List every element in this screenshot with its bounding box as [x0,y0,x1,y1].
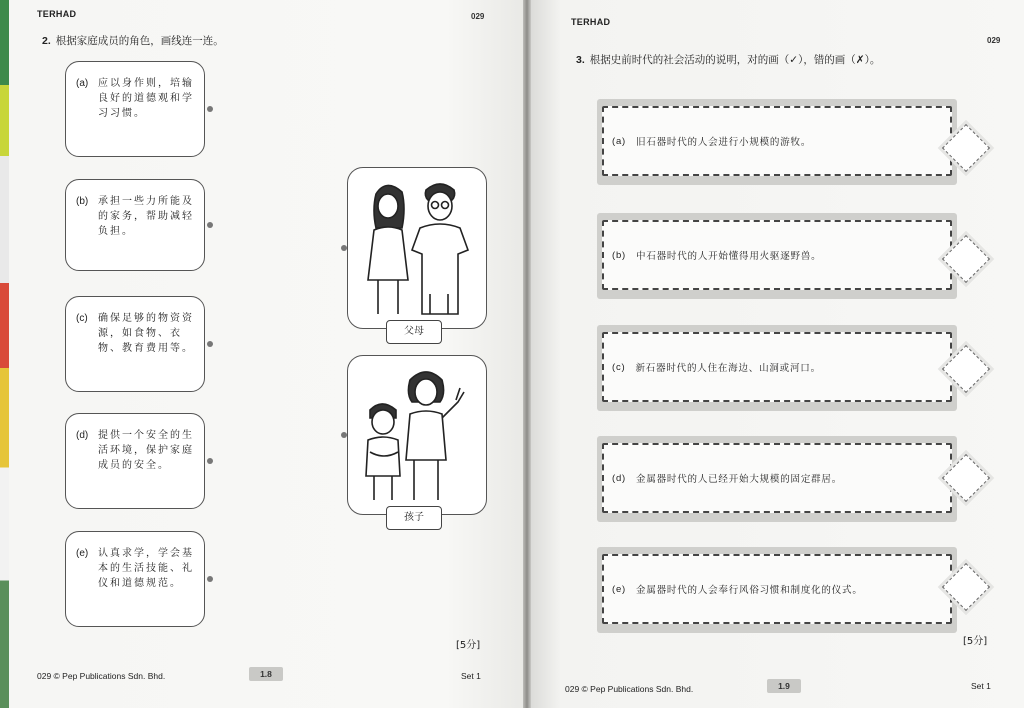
card-text: 认真求学，学会基本的生活技能、礼仪和道德规范。 [98,548,194,589]
set-label: Set 1 [461,671,481,681]
card-text: 应以身作则，培输良好的道德观和学习习惯。 [98,78,194,119]
statement-text: 金属器时代的人会奉行风俗习惯和制度化的仪式。 [636,585,863,596]
children-picture [347,355,487,523]
statement-text: 中石器时代的人开始懂得用火驱逐野兽。 [636,251,822,262]
picture-label: 孩子 [386,506,442,530]
left-page [9,0,523,708]
role-card-e [65,531,205,627]
role-card-a [65,61,205,157]
marks-total: [5分] [963,636,988,647]
statement-e [597,547,957,633]
statement-frame [602,220,952,290]
footer-publisher: 029 © Pep Publications Sdn. Bhd. [37,671,166,681]
statement-frame [602,332,952,402]
statement-text: 金属器时代的人已经开始大规模的固定群居。 [636,474,843,485]
statement-a [597,99,957,185]
connector-dot[interactable] [341,245,347,251]
statement-c [597,325,957,411]
question-number: 3. [576,54,585,66]
role-card-d [65,413,205,509]
statement-label: (d) [612,472,627,484]
parents-illustration [348,168,484,318]
book-gutter [523,0,531,708]
right-page [531,0,1024,708]
page-number: 1.8 [249,667,283,681]
role-card-c [65,296,205,392]
question-title [42,33,224,48]
connector-dot[interactable] [207,458,213,464]
statement-d [597,436,957,522]
marks-total: [5分] [456,640,481,651]
statement-label: (a) [612,135,627,147]
statement-frame [602,106,952,176]
connector-dot[interactable] [207,576,213,582]
card-label: (d) [76,430,89,441]
page-number: 1.9 [767,679,801,693]
card-label: (c) [76,313,88,324]
set-label: Set 1 [971,681,991,691]
statement-text: 旧石器时代的人会进行小规模的游牧。 [636,137,812,148]
connector-dot[interactable] [207,222,213,228]
card-label: (a) [76,78,89,89]
statement-label: (e) [612,583,627,595]
restricted-label: TERHAD [37,9,77,19]
statement-label: (b) [612,249,627,261]
picture-label: 父母 [386,320,442,344]
statement-b [597,213,957,299]
question-text: 根据家庭成员的角色，画线连一连。 [55,35,224,47]
statement-text: 新石器时代的人住在海边、山洞或河口。 [635,363,821,374]
card-text: 承担一些力所能及的家务，帮助减轻负担。 [98,196,194,237]
card-text: 提供一个安全的生活环境，保护家庭成员的安全。 [98,430,194,471]
role-card-b [65,179,205,271]
children-illustration [348,356,484,506]
parents-picture [347,167,487,337]
question-number: 2. [42,35,51,47]
card-text: 确保足够的物资资源，如食物、衣物、教育费用等。 [98,313,194,354]
page-edge-tabs [0,0,9,708]
card-label: (b) [76,196,89,207]
footer-publisher: 029 © Pep Publications Sdn. Bhd. [565,684,694,694]
statement-frame [602,554,952,624]
question-text: 根据史前时代的社会活动的说明，对的画（✓），错的画（✗）。 [589,54,881,66]
card-label: (e) [76,548,89,559]
connector-dot[interactable] [207,341,213,347]
connector-dot[interactable] [341,432,347,438]
question-title [576,52,880,67]
restricted-label: TERHAD [571,17,611,27]
page-code: 029 [987,36,1001,45]
statement-frame [602,443,952,513]
statement-label: (c) [612,361,626,373]
connector-dot[interactable] [207,106,213,112]
page-code: 029 [471,12,485,21]
